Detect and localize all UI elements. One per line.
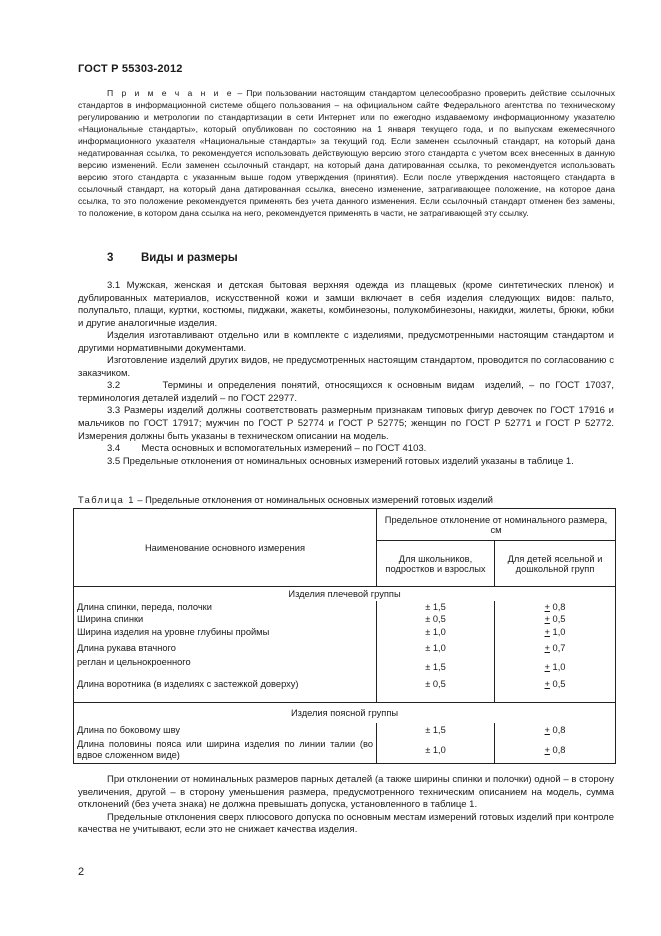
note-text: – При пользовании настоящим стандартом целесообразно проверить действие ссылочных стандартов в информационной системе общего пользования – на официальном сайте Федерального агентства по техническому регулированию и метрологии по стандартизации в сети Интернет или по ежегодно издаваемому информационному указателю «Национальные стандарты», который опубликован по состоянию на 1 января текущего года, и по выпускам ежемесячного информационного указателя «Национальные стандарты» за текущий год. Если заменен ссылочный стандарт, на который дана недатированная ссылка, то рекомендуется использовать действующую версию этого стандарта с учетом всех внесенных в данную версию изменений. Если заменен ссылочный стандарт, на который дана датированная ссылка, то рекомендуется использовать версию этого стандарта с указанным выше годом утверждения (принятия). Если после утверждения настоящего стандарта в ссылочный стандарт, на который дана датированная ссылка, внесено изменение, затрагивающее положение, на которое дана ссылка, то это положение рекомендуется применять без учета данного изменения. Если ссылочный стандарт отменен без замены, то положение, в котором дана ссылка на него, рекомендуется применять в части, не затрагивающей эту ссылку. <box>78 88 615 219</box>
col-header-school: Для школьников, подростков и взрослых <box>377 541 495 587</box>
paragraph: При отклонении от номинальных размеров парных деталей (а также ширины спинки и полочки) одной – в сторону увеличения, другой – в сторону уменьшения размера, предусмотренного техническим описанием на модель, сумма отклонений (без учета знака) не должна превышать допуска, установленного в таблице 1. <box>78 774 614 811</box>
table-row <box>74 625 616 639</box>
paragraph: Изделия изготавливают отдельно или в комплекте с изделиями, предусмотренными настоящим стандартом и другими нормативными документами. <box>78 330 614 354</box>
paragraph: 3.2 Термины и определения понятий, относящихся к основным видам изделий, – по ГОСТ 17037, терминология деталей изделий – по ГОСТ 22977. <box>78 380 617 404</box>
cell-kids <box>495 601 616 613</box>
table-row <box>74 639 616 657</box>
cell-kids <box>495 625 616 639</box>
cell-school: ± 1,5 <box>377 657 495 677</box>
cell-kids-value: 1,0 <box>549 661 566 672</box>
cell-kids-value: 0,5 <box>549 678 566 689</box>
table-caption-label: Таблица 1 <box>78 495 135 505</box>
cell-kids-value: 0,5 <box>549 613 566 624</box>
note-label: П р и м е ч а н и е <box>107 88 234 98</box>
cell-school: ± 0,5 <box>377 613 495 625</box>
table-caption <box>78 495 493 505</box>
group-header-waist: Изделия поясной группы <box>74 703 616 723</box>
table-row <box>74 613 616 625</box>
plus-sign: + <box>544 613 550 624</box>
section-heading <box>107 252 238 264</box>
plus-sign: + <box>544 642 550 653</box>
col-header-name: Наименование основного измерения <box>74 509 377 587</box>
cell-kids-value: 0,8 <box>549 725 566 735</box>
doc-header: ГОСТ Р 55303-2012 <box>78 63 183 75</box>
table-caption-text: – Предельные отклонения от номинальных основных измерений готовых изделий <box>134 495 494 505</box>
group-header-shoulder: Изделия плечевой группы <box>74 587 616 601</box>
cell-name: Ширина изделия на уровне глубины проймы <box>74 625 377 639</box>
after-table-text <box>78 774 614 837</box>
table-row <box>74 601 616 613</box>
cell-kids <box>495 639 616 657</box>
cell-kids <box>495 613 616 625</box>
note-block <box>78 87 615 220</box>
cell-kids <box>495 723 616 738</box>
paragraph: 3.4 Места основных и вспомогательных измерений – по ГОСТ 4103. <box>107 443 427 455</box>
cell-kids-value: 0,8 <box>549 601 566 612</box>
cell-school: ± 1,0 <box>377 639 495 657</box>
cell-kids <box>495 677 616 703</box>
section-title: Виды и размеры <box>141 252 238 264</box>
cell-name: Длина по боковому шву <box>74 723 377 738</box>
section-number: 3 <box>107 252 114 264</box>
paragraph: 3.3 Размеры изделий должны соответствовать размерным признакам типовых фигур девочек по ГОСТ 17916 и мальчиков по ГОСТ 17917; мужчин по ГОСТ Р 52774 и ГОСТ Р 52775; женщин по ГОСТ Р 52771 и ГОСТ Р 52772. Измерения должны быть указаны в техническом описании на модель. <box>78 405 614 442</box>
plus-sign: + <box>544 725 550 735</box>
section-body <box>78 280 617 468</box>
cell-school: ± 1,5 <box>377 601 495 613</box>
cell-name: Ширина спинки <box>74 613 377 625</box>
cell-school: ± 1,0 <box>377 738 495 764</box>
paragraph: Предельные отклонения сверх плюсового допуска по основным местам измерений готовых изделий при контроле качества не учитывают, если это не снижает качества изделия. <box>78 811 614 836</box>
cell-kids-value: 1,0 <box>549 626 566 637</box>
cell-kids <box>495 738 616 764</box>
paragraph: Изготовление изделий других видов, не предусмотренных настоящим стандартом, проводится по согласованию с заказчиком. <box>78 355 614 379</box>
table-row <box>74 738 616 764</box>
page-number: 2 <box>78 866 85 878</box>
cell-name: Длина воротника (в изделиях с застежкой доверху) <box>74 677 377 703</box>
table-row <box>74 723 616 738</box>
col-header-deviation: Предельное отклонение от номинального размера, см <box>377 509 616 541</box>
plus-sign: + <box>544 678 550 689</box>
plus-sign: + <box>544 626 550 637</box>
plus-sign: + <box>544 601 550 612</box>
col-header-kids: Для детей ясельной и дошкольной групп <box>495 541 616 587</box>
plus-sign: + <box>544 745 550 756</box>
table-row <box>74 657 616 677</box>
cell-name: Длина спинки, переда, полочки <box>74 601 377 613</box>
cell-name: реглан и цельнокроенного <box>74 657 377 677</box>
cell-name: Длина рукава втачного <box>74 639 377 657</box>
paragraph: 3.5 Предельные отклонения от номинальных основных измерений готовых изделий указаны в таблице 1. <box>107 455 574 467</box>
table-row <box>74 677 616 703</box>
cell-school: ± 1,0 <box>377 625 495 639</box>
cell-kids-value: 0,7 <box>549 642 566 653</box>
paragraph: 3.1 Мужская, женская и детская бытовая верхняя одежда из плащевых (кроме синтетических пленок) и дублированных материалов, искусственной кожи и замши включает в себя изделия следующих видов: пальто, полупальто, плащи, куртки, костюмы, пиджаки, жакеты, комбинезоны, полукомбинезоны, накидки, жилеты, брюки, юбки и другие аналогичные изделия. <box>78 280 614 329</box>
cell-kids <box>495 657 616 677</box>
cell-kids-value: 0,8 <box>549 745 566 756</box>
cell-school: ± 1,5 <box>377 723 495 738</box>
cell-name: Длина половины пояса или ширина изделия по линии талии (во вдвое сложенном виде) <box>74 738 377 764</box>
cell-school: ± 0,5 <box>377 677 495 703</box>
deviation-table <box>73 508 616 764</box>
plus-sign: + <box>544 661 550 672</box>
